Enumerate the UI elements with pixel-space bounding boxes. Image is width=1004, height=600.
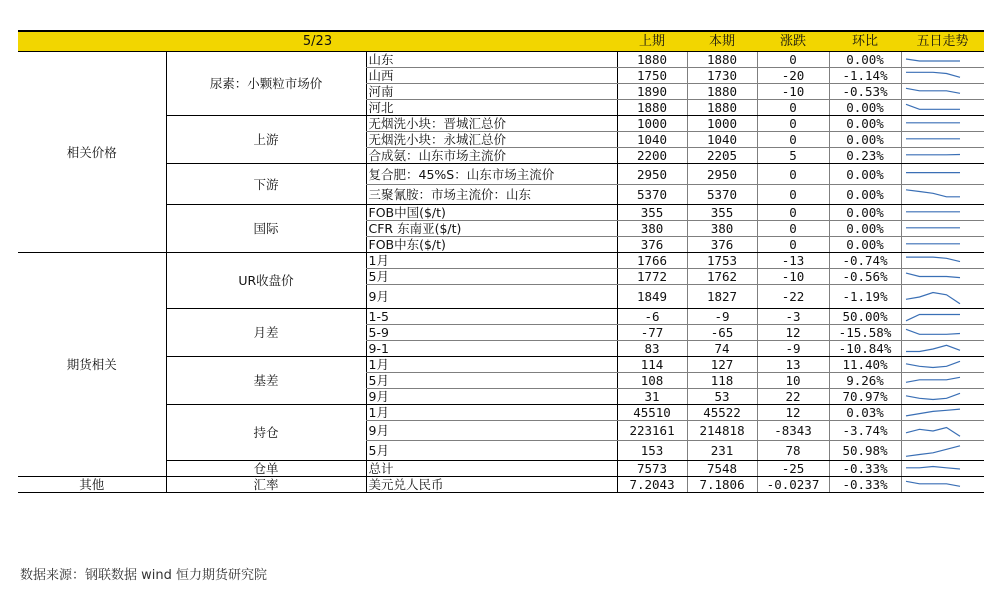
sparkline-chart — [902, 69, 964, 83]
change-value-cell[interactable]: -22 — [757, 285, 829, 309]
current-value-cell[interactable]: 1000 — [687, 116, 757, 132]
prev-value-cell[interactable]: 114 — [617, 357, 687, 373]
current-value-cell[interactable]: 355 — [687, 205, 757, 221]
change-value-cell[interactable]: 0 — [757, 132, 829, 148]
change-value-cell[interactable]: -10 — [757, 84, 829, 100]
change-value-cell[interactable]: 0 — [757, 116, 829, 132]
subgroup-label[interactable]: UR收盘价 — [166, 253, 366, 309]
subgroup-label[interactable]: 持仓 — [166, 405, 366, 461]
sparkline-path — [906, 393, 960, 399]
change-value-cell[interactable]: 0 — [757, 164, 829, 185]
sparkline-chart — [902, 206, 964, 220]
sparkline-path — [906, 481, 960, 486]
change-value-cell[interactable]: -0.0237 — [757, 477, 829, 493]
pct-change-cell[interactable]: -1.19% — [829, 285, 901, 309]
trend-cell[interactable] — [901, 148, 984, 164]
change-value-cell[interactable]: 22 — [757, 389, 829, 405]
pct-change-cell[interactable]: 0.23% — [829, 148, 901, 164]
row-name-cell[interactable]: 5月 — [366, 269, 617, 285]
current-value-cell[interactable]: 1880 — [687, 100, 757, 116]
prev-value-cell[interactable]: 380 — [617, 221, 687, 237]
pct-change-cell[interactable]: 0.00% — [829, 132, 901, 148]
pct-change-cell[interactable]: 70.97% — [829, 389, 901, 405]
sparkline-path — [906, 88, 960, 93]
sparkline-chart — [902, 117, 964, 131]
row-name-cell[interactable]: 河北 — [366, 100, 617, 116]
subgroup-label[interactable]: 仓单 — [166, 461, 366, 477]
prev-value-cell[interactable]: 2200 — [617, 148, 687, 164]
sparkline-path — [906, 345, 960, 351]
current-value-cell[interactable]: 45522 — [687, 405, 757, 421]
pct-change-cell[interactable]: 0.00% — [829, 116, 901, 132]
current-value-cell[interactable]: 7.1806 — [687, 477, 757, 493]
sparkline-path — [906, 466, 960, 469]
pct-change-cell[interactable]: 50.98% — [829, 441, 901, 461]
sparkline-chart — [902, 186, 964, 204]
price-table — [18, 30, 984, 493]
sparkline-chart — [902, 165, 964, 184]
sparkline-path — [906, 427, 960, 436]
change-value-cell[interactable]: 12 — [757, 325, 829, 341]
row-name-cell[interactable]: 三聚氰胺：市场主流价：山东 — [366, 185, 617, 205]
header-pct[interactable]: 环比 — [829, 31, 901, 52]
prev-value-cell[interactable]: 1890 — [617, 84, 687, 100]
sparkline-chart — [902, 358, 964, 372]
sparkline-chart — [902, 442, 964, 460]
prev-value-cell[interactable]: 31 — [617, 389, 687, 405]
sparkline-chart — [902, 54, 964, 66]
table-row — [18, 253, 984, 269]
sparkline-chart — [902, 149, 964, 163]
sparkline-path — [906, 189, 960, 196]
pct-change-cell[interactable]: -0.74% — [829, 253, 901, 269]
subgroup-label[interactable]: 汇率 — [166, 477, 366, 493]
current-value-cell[interactable]: 5370 — [687, 185, 757, 205]
trend-cell[interactable] — [901, 221, 984, 237]
current-value-cell[interactable]: -9 — [687, 309, 757, 325]
subgroup-label[interactable]: 基差 — [166, 357, 366, 405]
sparkline-path — [906, 314, 960, 320]
prev-value-cell[interactable]: 376 — [617, 237, 687, 253]
change-value-cell[interactable]: 0 — [757, 237, 829, 253]
current-value-cell[interactable]: 1880 — [687, 84, 757, 100]
subgroup-label[interactable]: 月差 — [166, 309, 366, 357]
subgroup-label[interactable]: 国际 — [166, 205, 366, 253]
prev-value-cell[interactable]: 355 — [617, 205, 687, 221]
current-value-cell[interactable]: 380 — [687, 221, 757, 237]
header-trend[interactable]: 五日走势 — [901, 31, 984, 52]
pct-change-cell[interactable]: -15.58% — [829, 325, 901, 341]
data-sheet — [18, 30, 984, 493]
prev-value-cell[interactable]: 7573 — [617, 461, 687, 477]
row-name-cell[interactable]: 1月 — [366, 253, 617, 269]
row-name-cell[interactable]: 1月 — [366, 357, 617, 373]
sparkline-chart — [902, 406, 964, 419]
current-value-cell[interactable]: 1753 — [687, 253, 757, 269]
row-name-cell[interactable]: FOB中东($/t) — [366, 237, 617, 253]
prev-value-cell[interactable]: 108 — [617, 373, 687, 389]
sparkline-chart — [902, 462, 964, 476]
pct-change-cell[interactable]: 0.00% — [829, 164, 901, 185]
sparkline-path — [906, 377, 960, 382]
row-name-cell[interactable]: 无烟洗小块：永城汇总价 — [366, 132, 617, 148]
current-value-cell[interactable]: 2950 — [687, 164, 757, 185]
pct-change-cell[interactable]: -1.14% — [829, 68, 901, 84]
sparkline-chart — [902, 101, 964, 115]
prev-value-cell[interactable]: 1849 — [617, 285, 687, 309]
change-value-cell[interactable]: -25 — [757, 461, 829, 477]
change-value-cell[interactable]: 12 — [757, 405, 829, 421]
change-value-cell[interactable]: -3 — [757, 309, 829, 325]
current-value-cell[interactable]: 214818 — [687, 421, 757, 441]
sparkline-path — [906, 445, 960, 456]
trend-cell[interactable] — [901, 325, 984, 341]
sparkline-path — [906, 361, 960, 367]
change-value-cell[interactable]: 0 — [757, 205, 829, 221]
change-value-cell[interactable]: 0 — [757, 221, 829, 237]
pct-change-cell[interactable]: 9.26% — [829, 373, 901, 389]
header-date[interactable]: 5/23 — [18, 31, 617, 52]
prev-value-cell[interactable]: 1772 — [617, 269, 687, 285]
row-name-cell[interactable]: 5-9 — [366, 325, 617, 341]
table-row — [18, 477, 984, 493]
trend-cell[interactable] — [901, 341, 984, 357]
subgroup-label[interactable]: 下游 — [166, 164, 366, 205]
sparkline-chart — [902, 374, 964, 388]
current-value-cell[interactable]: 1827 — [687, 285, 757, 309]
row-name-cell[interactable]: 无烟洗小块：晋城汇总价 — [366, 116, 617, 132]
trend-cell[interactable] — [901, 269, 984, 285]
change-value-cell[interactable]: -10 — [757, 269, 829, 285]
row-name-cell[interactable]: 9月 — [366, 389, 617, 405]
row-name-cell[interactable]: FOB中国($/t) — [366, 205, 617, 221]
trend-cell[interactable] — [901, 389, 984, 405]
row-name-cell[interactable]: 美元兑人民币 — [366, 477, 617, 493]
trend-cell[interactable] — [901, 441, 984, 461]
change-value-cell[interactable]: 0 — [757, 100, 829, 116]
pct-change-cell[interactable]: -3.74% — [829, 421, 901, 441]
prev-value-cell[interactable]: 7.2043 — [617, 477, 687, 493]
prev-value-cell[interactable]: 1766 — [617, 253, 687, 269]
change-value-cell[interactable]: 13 — [757, 357, 829, 373]
trend-cell[interactable] — [901, 421, 984, 441]
trend-cell[interactable] — [901, 309, 984, 325]
row-name-cell[interactable]: 山西 — [366, 68, 617, 84]
header-cur[interactable]: 本期 — [687, 31, 757, 52]
current-value-cell[interactable]: -65 — [687, 325, 757, 341]
trend-cell[interactable] — [901, 357, 984, 373]
pct-change-cell[interactable]: 0.00% — [829, 52, 901, 68]
pct-change-cell[interactable]: -0.56% — [829, 269, 901, 285]
change-value-cell[interactable]: -13 — [757, 253, 829, 269]
change-value-cell[interactable]: 78 — [757, 441, 829, 461]
sparkline-path — [906, 409, 960, 416]
prev-value-cell[interactable]: 1000 — [617, 116, 687, 132]
trend-cell[interactable] — [901, 164, 984, 185]
current-value-cell[interactable]: 1040 — [687, 132, 757, 148]
current-value-cell[interactable]: 53 — [687, 389, 757, 405]
current-value-cell[interactable]: 1730 — [687, 68, 757, 84]
sparkline-chart — [902, 254, 964, 267]
trend-cell[interactable] — [901, 84, 984, 100]
trend-cell[interactable] — [901, 477, 984, 493]
row-name-cell[interactable]: 9月 — [366, 285, 617, 309]
prev-value-cell[interactable]: 1880 — [617, 100, 687, 116]
trend-cell[interactable] — [901, 132, 984, 148]
row-name-cell[interactable]: 复合肥：45%S：山东市场主流价 — [366, 164, 617, 185]
trend-cell[interactable] — [901, 100, 984, 116]
change-value-cell[interactable]: 0 — [757, 52, 829, 68]
prev-value-cell[interactable]: 1040 — [617, 132, 687, 148]
pct-change-cell[interactable]: 50.00% — [829, 309, 901, 325]
pct-change-cell[interactable]: 0.00% — [829, 237, 901, 253]
sparkline-chart — [902, 286, 964, 308]
header-change[interactable]: 涨跌 — [757, 31, 829, 52]
trend-cell[interactable] — [901, 52, 984, 68]
trend-cell[interactable] — [901, 237, 984, 253]
trend-cell[interactable] — [901, 68, 984, 84]
trend-cell[interactable] — [901, 185, 984, 205]
row-name-cell[interactable]: 9月 — [366, 421, 617, 441]
current-value-cell[interactable]: 7548 — [687, 461, 757, 477]
pct-change-cell[interactable]: -0.53% — [829, 84, 901, 100]
header-row — [18, 31, 984, 52]
pct-change-cell[interactable]: -10.84% — [829, 341, 901, 357]
current-value-cell[interactable]: 231 — [687, 441, 757, 461]
current-value-cell[interactable]: 376 — [687, 237, 757, 253]
pct-change-cell[interactable]: 0.00% — [829, 205, 901, 221]
subgroup-label[interactable]: 尿素：小颗粒市场价 — [166, 52, 366, 116]
current-value-cell[interactable]: 127 — [687, 357, 757, 373]
table-row — [18, 52, 984, 68]
sparkline-chart — [902, 133, 964, 147]
trend-cell[interactable] — [901, 373, 984, 389]
sparkline-path — [906, 257, 960, 262]
change-value-cell[interactable]: 5 — [757, 148, 829, 164]
trend-cell[interactable] — [901, 205, 984, 221]
trend-cell[interactable] — [901, 405, 984, 421]
pct-change-cell[interactable]: 0.00% — [829, 185, 901, 205]
sparkline-path — [906, 59, 960, 61]
prev-value-cell[interactable]: -6 — [617, 309, 687, 325]
prev-value-cell[interactable]: 83 — [617, 341, 687, 357]
row-name-cell[interactable]: 合成氨：山东市场主流价 — [366, 148, 617, 164]
group-label[interactable]: 其他 — [18, 477, 166, 493]
change-value-cell[interactable]: -8343 — [757, 421, 829, 441]
pct-change-cell[interactable]: 0.03% — [829, 405, 901, 421]
sparkline-chart — [902, 390, 964, 404]
row-name-cell[interactable]: 5月 — [366, 441, 617, 461]
change-value-cell[interactable]: -20 — [757, 68, 829, 84]
header-prev[interactable]: 上期 — [617, 31, 687, 52]
sparkline-path — [906, 329, 960, 334]
row-name-cell[interactable]: CFR 东南亚($/t) — [366, 221, 617, 237]
row-name-cell[interactable]: 1-5 — [366, 309, 617, 325]
source-note: 数据来源：钢联数据 wind 恒力期货研究院 — [20, 568, 268, 583]
sparkline-chart — [902, 478, 964, 492]
trend-cell[interactable] — [901, 461, 984, 477]
sparkline-chart — [902, 270, 964, 283]
pct-change-cell[interactable]: -0.33% — [829, 477, 901, 493]
row-name-cell[interactable]: 河南 — [366, 84, 617, 100]
pct-change-cell[interactable]: 0.00% — [829, 221, 901, 237]
row-name-cell[interactable]: 9-1 — [366, 341, 617, 357]
sparkline-path — [906, 273, 960, 278]
sparkline-chart — [902, 422, 964, 440]
prev-value-cell[interactable]: -77 — [617, 325, 687, 341]
trend-cell[interactable] — [901, 253, 984, 269]
prev-value-cell[interactable]: 5370 — [617, 185, 687, 205]
row-name-cell[interactable]: 山东 — [366, 52, 617, 68]
sparkline-chart — [902, 85, 964, 99]
change-value-cell[interactable]: -9 — [757, 341, 829, 357]
trend-cell[interactable] — [901, 116, 984, 132]
row-name-cell[interactable]: 1月 — [366, 405, 617, 421]
sparkline-chart — [902, 326, 964, 340]
current-value-cell[interactable]: 118 — [687, 373, 757, 389]
current-value-cell[interactable]: 74 — [687, 341, 757, 357]
change-value-cell[interactable]: 0 — [757, 185, 829, 205]
row-name-cell[interactable]: 总计 — [366, 461, 617, 477]
row-name-cell[interactable]: 5月 — [366, 373, 617, 389]
sparkline-path — [906, 72, 960, 77]
prev-value-cell[interactable]: 45510 — [617, 405, 687, 421]
sparkline-path — [906, 292, 960, 303]
trend-cell[interactable] — [901, 285, 984, 309]
current-value-cell[interactable]: 1880 — [687, 52, 757, 68]
current-value-cell[interactable]: 2205 — [687, 148, 757, 164]
change-value-cell[interactable]: 10 — [757, 373, 829, 389]
prev-value-cell[interactable]: 153 — [617, 441, 687, 461]
prev-value-cell[interactable]: 223161 — [617, 421, 687, 441]
group-label[interactable]: 相关价格 — [18, 52, 166, 253]
pct-change-cell[interactable]: 0.00% — [829, 100, 901, 116]
pct-change-cell[interactable]: 11.40% — [829, 357, 901, 373]
pct-change-cell[interactable]: -0.33% — [829, 461, 901, 477]
subgroup-label[interactable]: 上游 — [166, 116, 366, 164]
prev-value-cell[interactable]: 2950 — [617, 164, 687, 185]
sparkline-chart — [902, 342, 964, 356]
current-value-cell[interactable]: 1762 — [687, 269, 757, 285]
sparkline-chart — [902, 222, 964, 236]
prev-value-cell[interactable]: 1880 — [617, 52, 687, 68]
sparkline-chart — [902, 310, 964, 324]
prev-value-cell[interactable]: 1750 — [617, 68, 687, 84]
group-label[interactable]: 期货相关 — [18, 253, 166, 477]
sparkline-chart — [902, 238, 964, 252]
sparkline-path — [906, 104, 960, 109]
